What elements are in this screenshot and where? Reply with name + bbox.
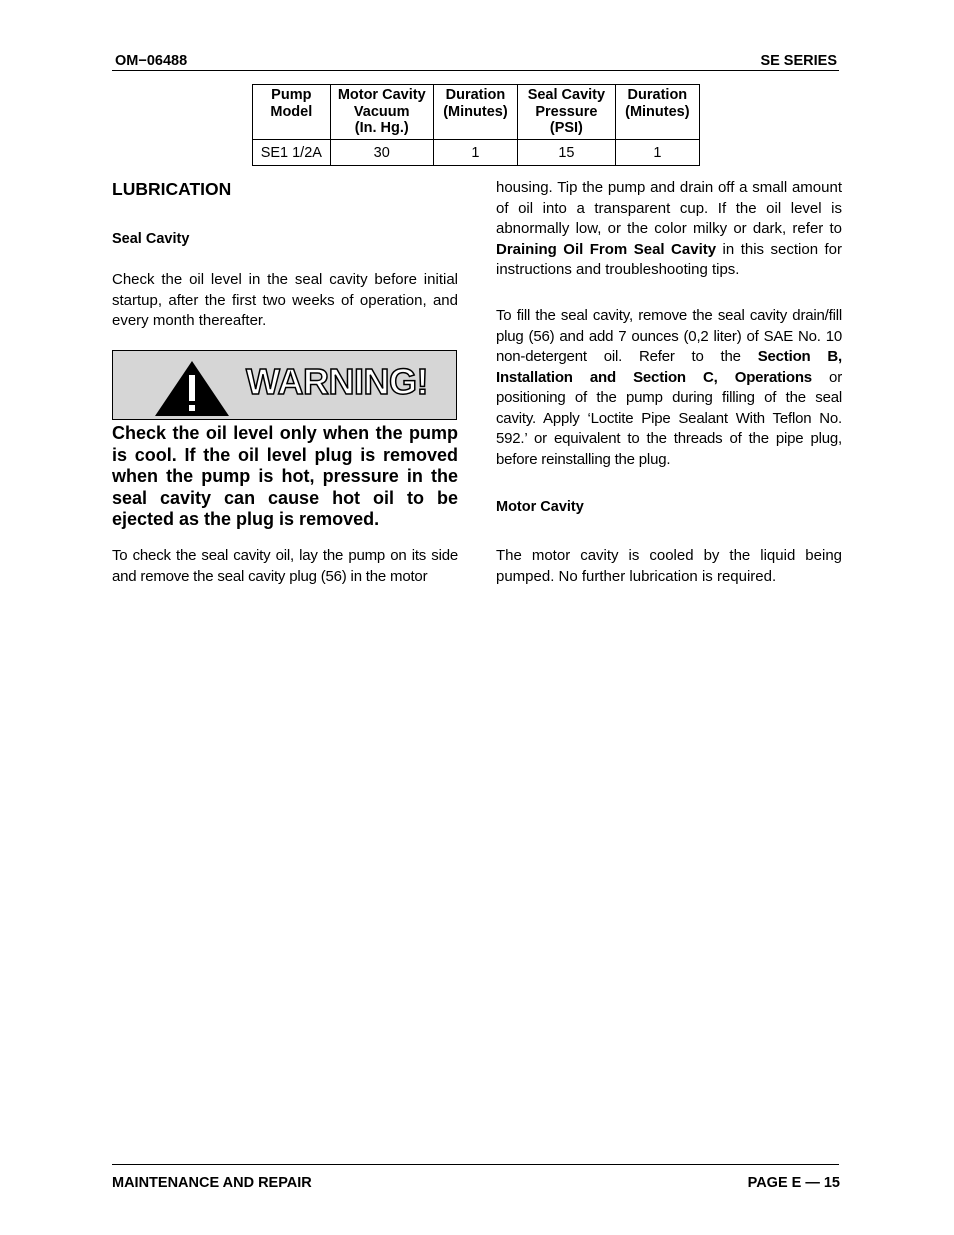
footer-rule	[112, 1164, 839, 1165]
series-title: SE SERIES	[760, 53, 837, 69]
table-header-cell: Motor Cavity Vacuum (In. Hg.)	[330, 85, 433, 140]
seal-cavity-text: Check the oil level in the seal cavity before initial startup, after the first two weeks of operation, and every month thereafter.	[112, 271, 458, 329]
warning-text: Check the oil level only when the pump is cool. If the oil level plug is removed when the pump is hot, pressure in the seal cavity can cause hot oil to be ejected as the plug is removed.	[112, 423, 458, 529]
table-cell: 15	[518, 140, 616, 166]
table-cell: 30	[330, 140, 433, 166]
section-title: LUBRICATION	[112, 179, 232, 199]
table-header-cell: Duration (Minutes)	[433, 85, 517, 140]
test-spec-table	[252, 84, 700, 166]
footer-section: MAINTENANCE AND REPAIR	[112, 1175, 312, 1191]
warning-triangle-icon	[154, 360, 230, 417]
check-oil-text: To check the seal cavity oil, lay the pump on its side and remove the seal cavity plug (56) in the motor	[112, 547, 458, 585]
motor-cavity-title: Motor Cavity	[496, 499, 584, 515]
table-cell: 1	[433, 140, 517, 166]
table-row	[253, 140, 700, 166]
table-cell: 1	[615, 140, 699, 166]
table-cell: SE1 1/2A	[253, 140, 331, 166]
warning-label: WARNING!	[246, 361, 428, 402]
table-header-cell: Duration (Minutes)	[615, 85, 699, 140]
section-reference: Section B, Installation and Section C, Operations	[496, 348, 842, 386]
drain-check-paragraph: housing. Tip the pump and drain off a small amount of oil into a transparent cup. If the oil level is abnormally low, or the color milky or dark, refer to Draining Oil From Seal Cavity in this section for instructions and troubleshooting tips.	[496, 179, 843, 278]
motor-cavity-text: The motor cavity is cooled by the liquid being pumped. No further lubrication is required.	[496, 547, 842, 585]
page-number: PAGE E — 15	[747, 1175, 840, 1191]
header-rule	[112, 70, 839, 71]
fill-seal-cavity-paragraph: To fill the seal cavity, remove the seal cavity drain/fill plug (56) and add 7 ounces (0,2 liter) of SAE No. 10 non-detergent oil. Refer to the Section B, Installation and Section C, Operations or positioning of the pump during filling of the seal cavity. Apply ‘Loctite Pipe Sealant With Teflon No. 592.’ or equivalent to the threads of the pipe plug, before reinstalling the plug.	[496, 307, 842, 468]
seal-cavity-title: Seal Cavity	[112, 231, 190, 247]
table-header-cell: Pump Model	[253, 85, 331, 140]
table-header-cell: Seal Cavity Pressure (PSI)	[518, 85, 616, 140]
draining-oil-reference: Draining Oil From Seal Cavity	[496, 240, 717, 258]
doc-number: OM−06488	[115, 53, 188, 69]
warning-banner	[112, 350, 457, 420]
